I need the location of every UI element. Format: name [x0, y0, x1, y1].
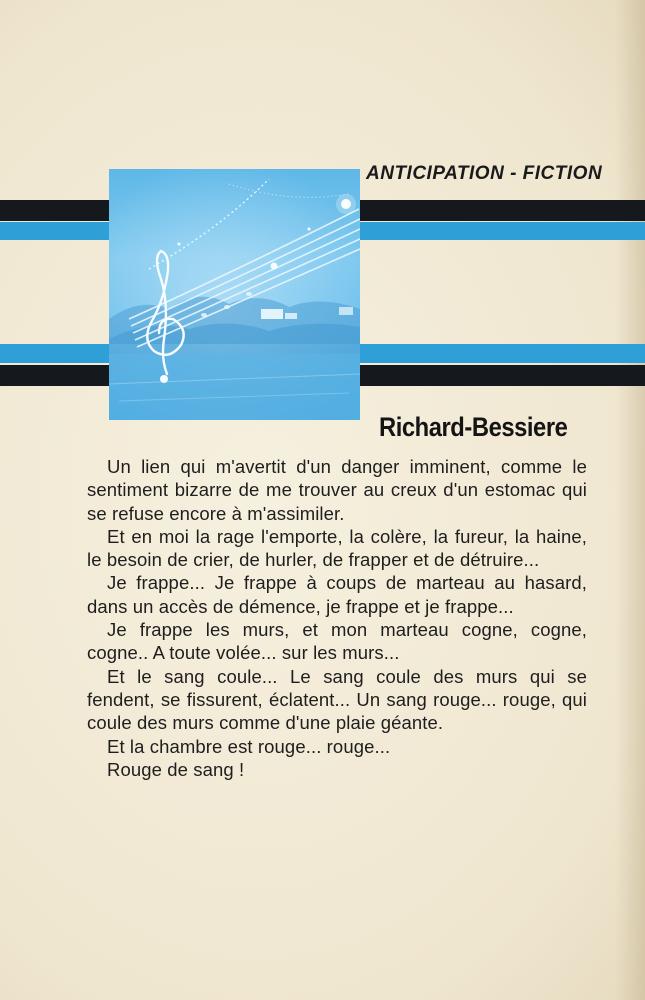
treble-clef-staff-illustration: [109, 169, 360, 420]
cover-illustration: [109, 169, 360, 420]
back-cover-blurb: [87, 455, 587, 781]
blurb-paragraph: Et en moi la rage l'emporte, la colère, la fureur, la haine, le besoin de crier, de hurler, de frapper et de détruire...: [87, 525, 587, 571]
blurb-paragraph: Je frappe les murs, et mon marteau cogne, cogne, cogne.. A toute volée... sur les murs...: [87, 619, 587, 664]
page-edge-shadow: [615, 0, 645, 1000]
blurb-paragraph: Et la chambre est rouge... rouge...: [107, 735, 391, 757]
blurb-paragraph: Je frappe... Je frappe à coups de marteau au hasard, dans un accès de démence, je frappe et je frappe...: [87, 572, 587, 617]
blurb-paragraph: Un lien qui m'avertit d'un danger imminent, comme le sentiment bizarre de me trouver au creux d'un estomac qui se refuse encore à m'assimiler.: [87, 456, 587, 524]
author-name: Richard-Bessiere: [379, 412, 568, 442]
blurb-paragraph: Et le sang coule... Le sang coule des murs qui se fendent, se fissurent, éclatent... Un sang rouge... rouge, qui coule des murs comme d'une plaie géante.: [87, 665, 587, 734]
blurb-paragraph: Rouge de sang !: [107, 758, 245, 780]
series-label: ANTICIPATION - FICTION: [366, 163, 603, 184]
